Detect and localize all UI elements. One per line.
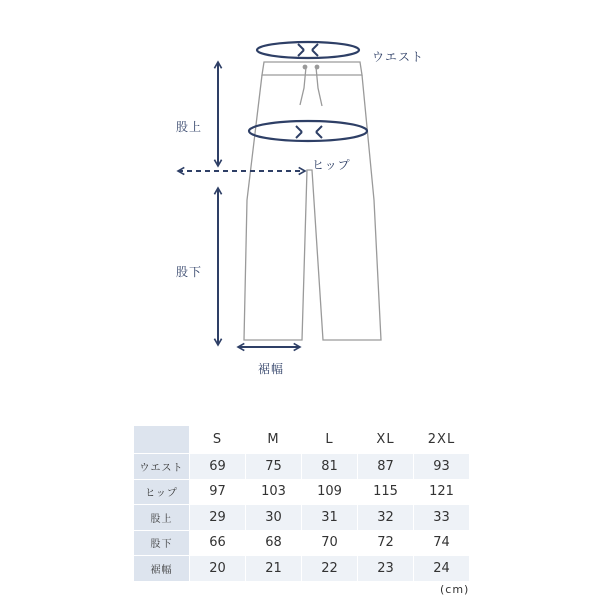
inseam-label: 股下 bbox=[176, 265, 203, 279]
table-cell: 87 bbox=[358, 454, 414, 480]
size-header-row bbox=[134, 426, 470, 454]
hip-label: ヒップ bbox=[312, 158, 351, 172]
table-cell: 22 bbox=[302, 556, 358, 582]
pants-outline bbox=[244, 62, 381, 340]
table-cell: 66 bbox=[190, 530, 246, 556]
table-cell: 24 bbox=[414, 556, 470, 582]
size-header-xl: XL bbox=[358, 426, 414, 454]
table-cell: 69 bbox=[190, 454, 246, 480]
waist-measure-marker bbox=[257, 42, 359, 58]
table-row bbox=[134, 556, 470, 582]
table-cell: 20 bbox=[190, 556, 246, 582]
table-cell: 72 bbox=[358, 530, 414, 556]
table-cell: 33 bbox=[414, 505, 470, 531]
table-cell: 115 bbox=[358, 479, 414, 505]
size-header-s: S bbox=[190, 426, 246, 454]
table-cell: 32 bbox=[358, 505, 414, 531]
row-label-inseam: 股下 bbox=[134, 530, 190, 556]
table-cell: 81 bbox=[302, 454, 358, 480]
table-row bbox=[134, 454, 470, 480]
table-cell: 93 bbox=[414, 454, 470, 480]
table-cell: 121 bbox=[414, 479, 470, 505]
waist-label: ウエスト bbox=[372, 50, 425, 64]
size-header-2xl: 2XL bbox=[414, 426, 470, 454]
table-cell: 70 bbox=[302, 530, 358, 556]
table-row bbox=[134, 530, 470, 556]
table-cell: 30 bbox=[246, 505, 302, 531]
table-cell: 68 bbox=[246, 530, 302, 556]
table-cell: 21 bbox=[246, 556, 302, 582]
size-header-m: M bbox=[246, 426, 302, 454]
row-label-hem: 裾幅 bbox=[134, 556, 190, 582]
table-cell: 109 bbox=[302, 479, 358, 505]
table-cell: 23 bbox=[358, 556, 414, 582]
table-row bbox=[134, 479, 470, 505]
unit-note: (cm) bbox=[440, 583, 470, 596]
table-cell: 97 bbox=[190, 479, 246, 505]
row-label-hip: ヒップ bbox=[134, 479, 190, 505]
table-cell: 103 bbox=[246, 479, 302, 505]
hip-measure-marker bbox=[249, 121, 367, 141]
table-corner-cell bbox=[134, 426, 190, 454]
row-label-waist: ウエスト bbox=[134, 454, 190, 480]
size-header-l: L bbox=[302, 426, 358, 454]
table-row bbox=[134, 505, 470, 531]
size-chart-table bbox=[133, 425, 470, 582]
rise-label: 股上 bbox=[176, 120, 203, 134]
table-cell: 31 bbox=[302, 505, 358, 531]
hem-label: 裾幅 bbox=[258, 362, 285, 376]
row-label-rise: 股上 bbox=[134, 505, 190, 531]
table-cell: 74 bbox=[414, 530, 470, 556]
table-cell: 29 bbox=[190, 505, 246, 531]
table-cell: 75 bbox=[246, 454, 302, 480]
